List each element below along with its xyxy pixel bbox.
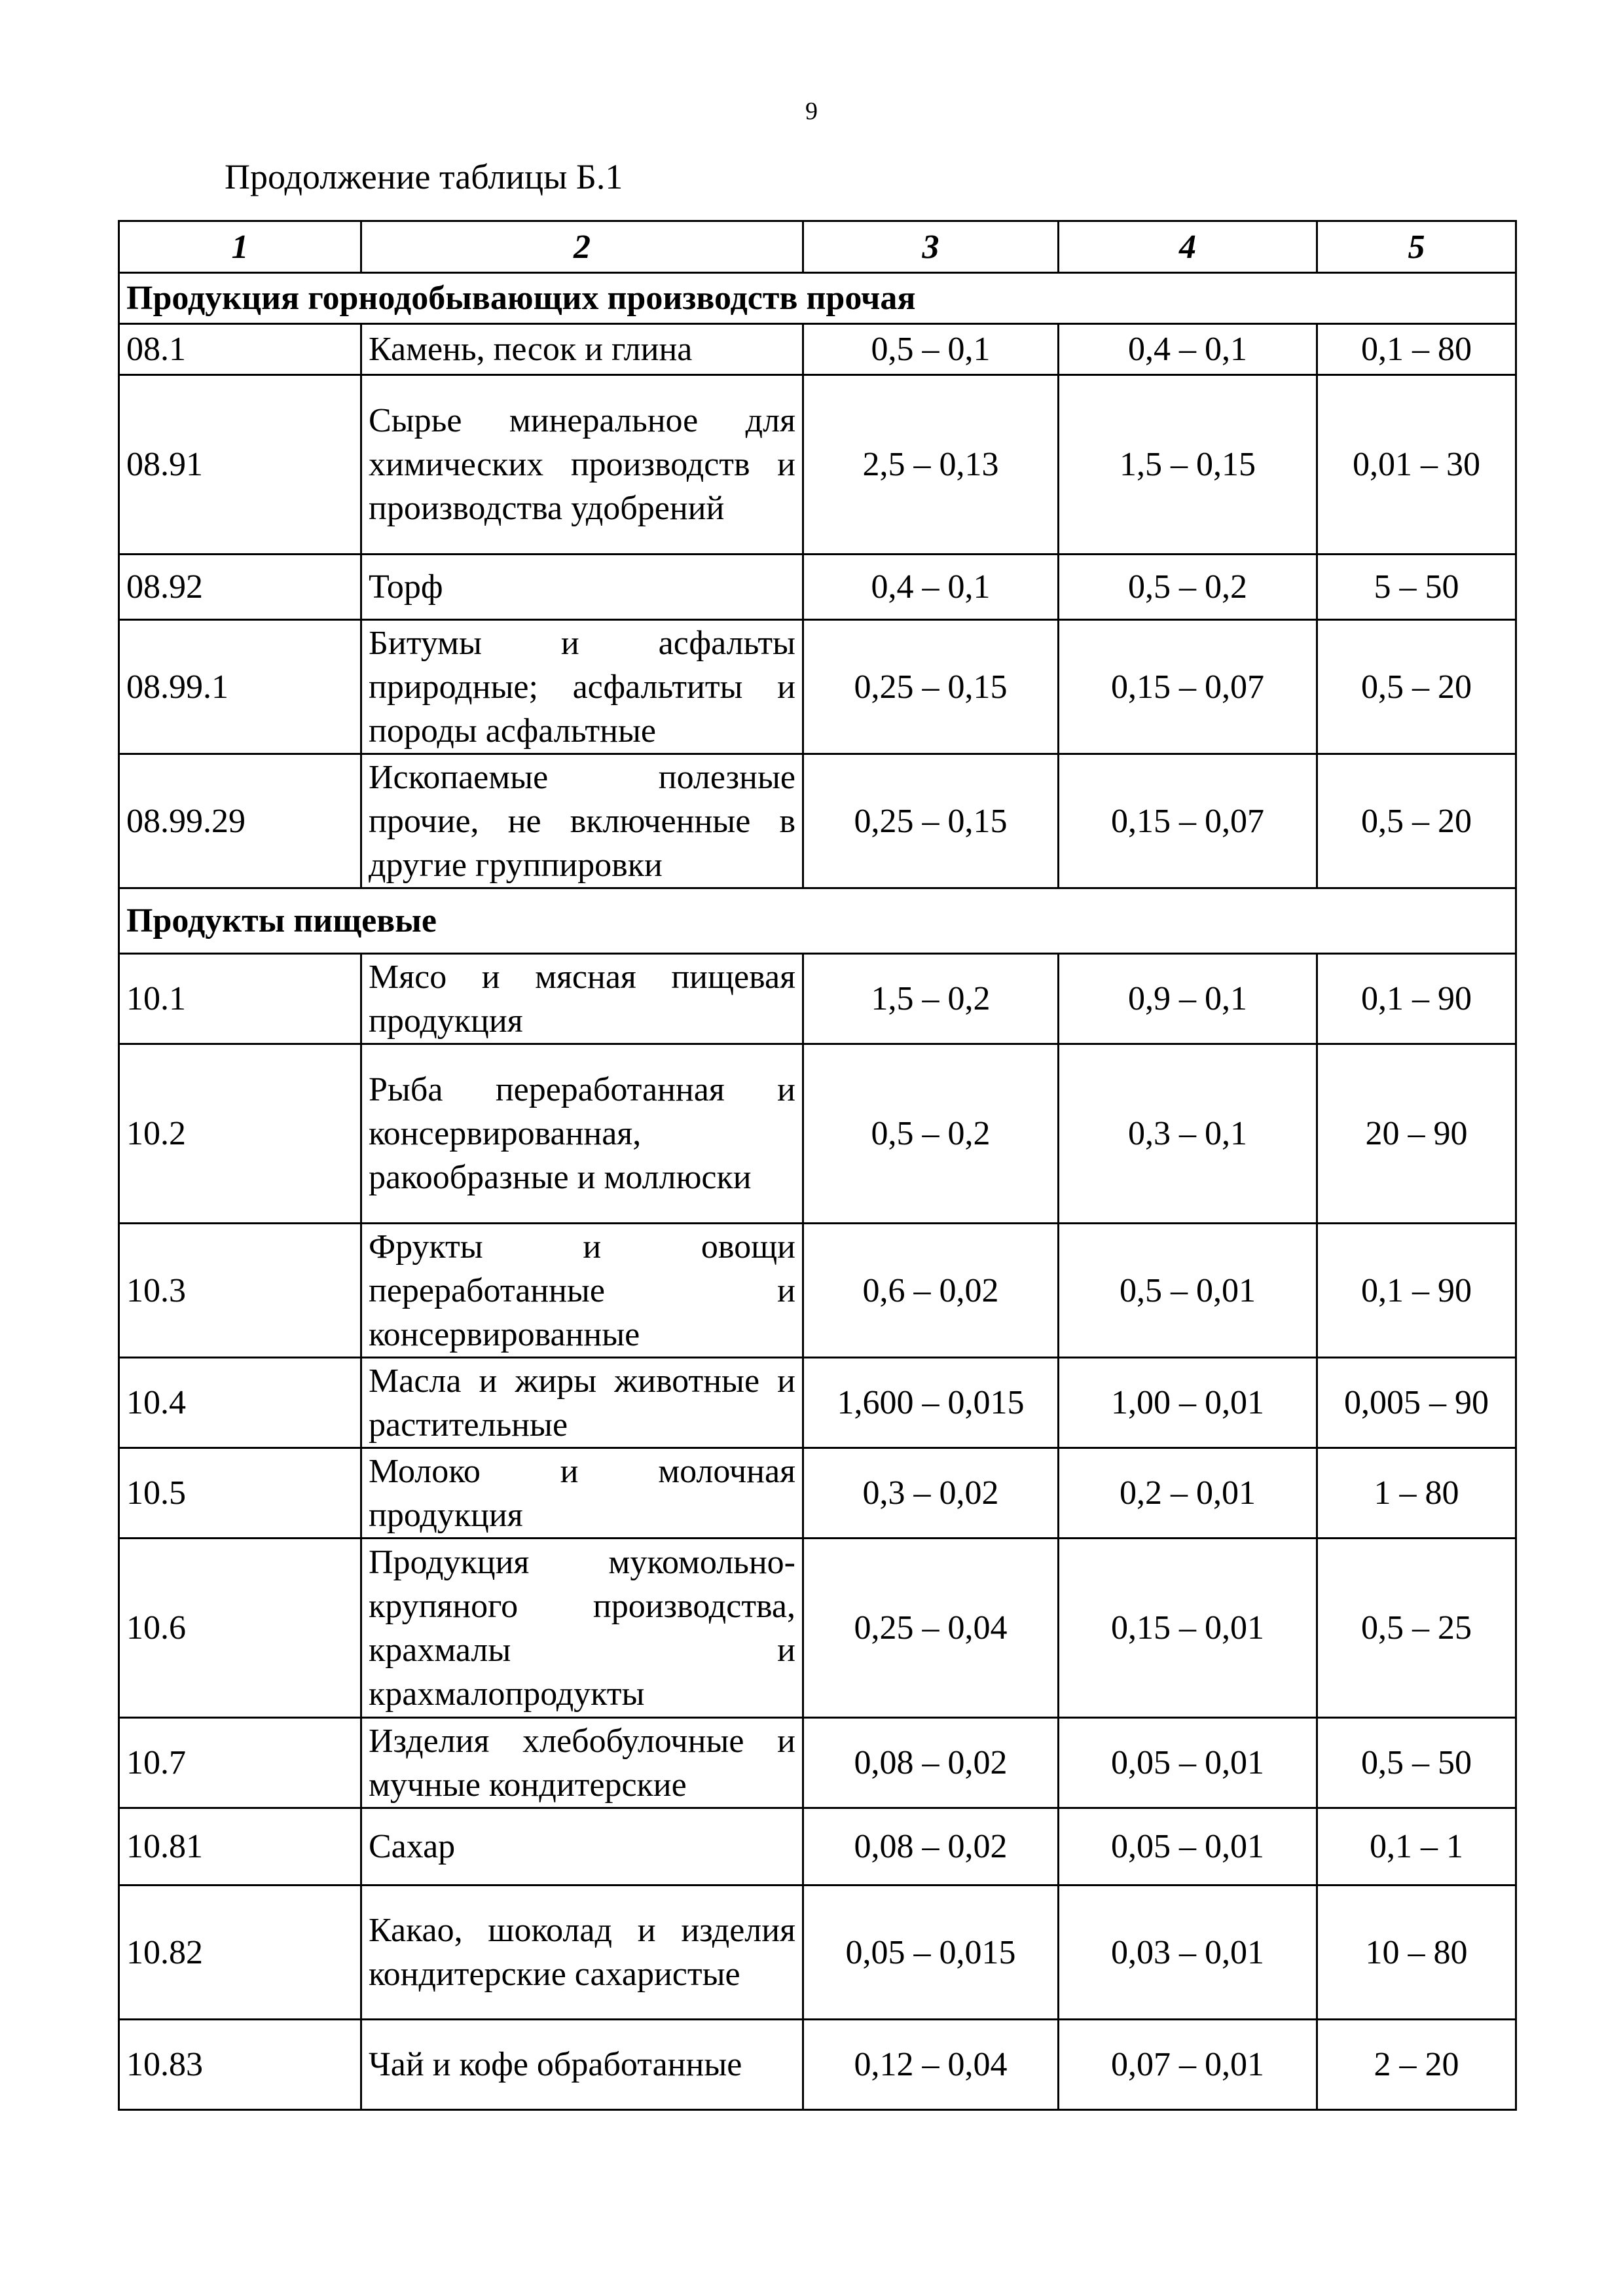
name-cell: Сырье минеральное для химических производств и производства удобрений — [361, 375, 803, 555]
value-cell: 0,9 – 0,1 — [1059, 954, 1317, 1044]
table-row — [119, 375, 1516, 555]
value-cell: 0,005 – 90 — [1317, 1358, 1516, 1448]
name-cell: Рыба переработанная и консервированная, ракообразные и моллюски — [361, 1044, 803, 1224]
code-cell: 08.92 — [119, 555, 361, 620]
value-cell: 1,600 – 0,015 — [803, 1358, 1059, 1448]
value-cell: 1,00 – 0,01 — [1059, 1358, 1317, 1448]
value-cell: 0,5 – 0,01 — [1059, 1224, 1317, 1358]
page-number: 9 — [805, 98, 818, 125]
name-cell: Изделия хлебобулочные и мучные кондитерские — [361, 1718, 803, 1808]
name-cell: Камень, песок и глина — [361, 324, 803, 375]
value-cell: 0,5 – 0,2 — [803, 1044, 1059, 1224]
table-row — [119, 620, 1516, 754]
table-row — [119, 1044, 1516, 1224]
table-row — [119, 1358, 1516, 1448]
column-header: 1 — [119, 221, 361, 273]
value-cell: 10 – 80 — [1317, 1886, 1516, 2020]
code-cell: 10.4 — [119, 1358, 361, 1448]
value-cell: 5 – 50 — [1317, 555, 1516, 620]
name-cell: Сахар — [361, 1808, 803, 1886]
code-cell: 10.1 — [119, 954, 361, 1044]
value-cell: 0,4 – 0,1 — [803, 555, 1059, 620]
table-row — [119, 1539, 1516, 1718]
name-cell: Фрукты и овощи переработанные и консервированные — [361, 1224, 803, 1358]
value-cell: 2,5 – 0,13 — [803, 375, 1059, 555]
value-cell: 0,15 – 0,07 — [1059, 754, 1317, 888]
code-cell: 10.6 — [119, 1539, 361, 1718]
code-cell: 10.7 — [119, 1718, 361, 1808]
value-cell: 0,5 – 50 — [1317, 1718, 1516, 1808]
value-cell: 0,15 – 0,01 — [1059, 1539, 1317, 1718]
table-row — [119, 1718, 1516, 1808]
column-header: 2 — [361, 221, 803, 273]
value-cell: 0,03 – 0,01 — [1059, 1886, 1317, 2020]
value-cell: 1,5 – 0,2 — [803, 954, 1059, 1044]
value-cell: 0,05 – 0,015 — [803, 1886, 1059, 2020]
value-cell: 1 – 80 — [1317, 1448, 1516, 1539]
table-caption: Продолжение таблицы Б.1 — [225, 157, 623, 196]
name-cell: Торф — [361, 555, 803, 620]
value-cell: 20 – 90 — [1317, 1044, 1516, 1224]
value-cell: 0,01 – 30 — [1317, 375, 1516, 555]
code-cell: 08.99.1 — [119, 620, 361, 754]
table-row — [119, 1224, 1516, 1358]
value-cell: 0,1 – 1 — [1317, 1808, 1516, 1886]
table-row — [119, 1886, 1516, 2020]
column-header: 3 — [803, 221, 1059, 273]
name-cell: Молоко и молочная продукция — [361, 1448, 803, 1539]
table-row — [119, 324, 1516, 375]
value-cell: 1,5 – 0,15 — [1059, 375, 1317, 555]
section-title: Продукция горнодобывающих производств прочая — [119, 273, 1516, 324]
value-cell: 0,15 – 0,07 — [1059, 620, 1317, 754]
name-cell: Ископаемые полезные прочие, не включенные в другие группировки — [361, 754, 803, 888]
value-cell: 0,08 – 0,02 — [803, 1808, 1059, 1886]
name-cell: Мясо и мясная пищевая продукция — [361, 954, 803, 1044]
value-cell: 0,1 – 90 — [1317, 954, 1516, 1044]
section-title: Продукты пищевые — [119, 888, 1516, 954]
section-row — [119, 888, 1516, 954]
code-cell: 08.1 — [119, 324, 361, 375]
value-cell: 0,07 – 0,01 — [1059, 2020, 1317, 2110]
code-cell: 08.99.29 — [119, 754, 361, 888]
name-cell: Масла и жиры животные и растительные — [361, 1358, 803, 1448]
table-row — [119, 555, 1516, 620]
value-cell: 0,1 – 80 — [1317, 324, 1516, 375]
value-cell: 0,2 – 0,01 — [1059, 1448, 1317, 1539]
code-cell: 10.81 — [119, 1808, 361, 1886]
header-row — [119, 221, 1516, 273]
table-row — [119, 954, 1516, 1044]
value-cell: 0,5 – 0,2 — [1059, 555, 1317, 620]
name-cell: Какао, шоколад и изделия кондитерские сахаристые — [361, 1886, 803, 2020]
value-cell: 0,5 – 20 — [1317, 620, 1516, 754]
column-header: 5 — [1317, 221, 1516, 273]
value-cell: 0,25 – 0,15 — [803, 620, 1059, 754]
value-cell: 0,05 – 0,01 — [1059, 1808, 1317, 1886]
section-row — [119, 273, 1516, 324]
value-cell: 0,5 – 20 — [1317, 754, 1516, 888]
value-cell: 0,3 – 0,1 — [1059, 1044, 1317, 1224]
value-cell: 0,1 – 90 — [1317, 1224, 1516, 1358]
value-cell: 0,5 – 25 — [1317, 1539, 1516, 1718]
name-cell: Продукция мукомольно-крупяного производства, крахмалы и крахмалопродукты — [361, 1539, 803, 1718]
data-table — [118, 220, 1517, 2111]
value-cell: 0,3 – 0,02 — [803, 1448, 1059, 1539]
table-row — [119, 1448, 1516, 1539]
value-cell: 0,4 – 0,1 — [1059, 324, 1317, 375]
code-cell: 10.5 — [119, 1448, 361, 1539]
code-cell: 08.91 — [119, 375, 361, 555]
value-cell: 0,12 – 0,04 — [803, 2020, 1059, 2110]
code-cell: 10.83 — [119, 2020, 361, 2110]
code-cell: 10.82 — [119, 1886, 361, 2020]
table-row — [119, 1808, 1516, 1886]
value-cell: 2 – 20 — [1317, 2020, 1516, 2110]
value-cell: 0,5 – 0,1 — [803, 324, 1059, 375]
value-cell: 0,25 – 0,04 — [803, 1539, 1059, 1718]
name-cell: Чай и кофе обработанные — [361, 2020, 803, 2110]
table-row — [119, 754, 1516, 888]
value-cell: 0,25 – 0,15 — [803, 754, 1059, 888]
code-cell: 10.3 — [119, 1224, 361, 1358]
code-cell: 10.2 — [119, 1044, 361, 1224]
value-cell: 0,6 – 0,02 — [803, 1224, 1059, 1358]
value-cell: 0,08 – 0,02 — [803, 1718, 1059, 1808]
value-cell: 0,05 – 0,01 — [1059, 1718, 1317, 1808]
column-header: 4 — [1059, 221, 1317, 273]
table-row — [119, 2020, 1516, 2110]
name-cell: Битумы и асфальты природные; асфальтиты и породы асфальтные — [361, 620, 803, 754]
